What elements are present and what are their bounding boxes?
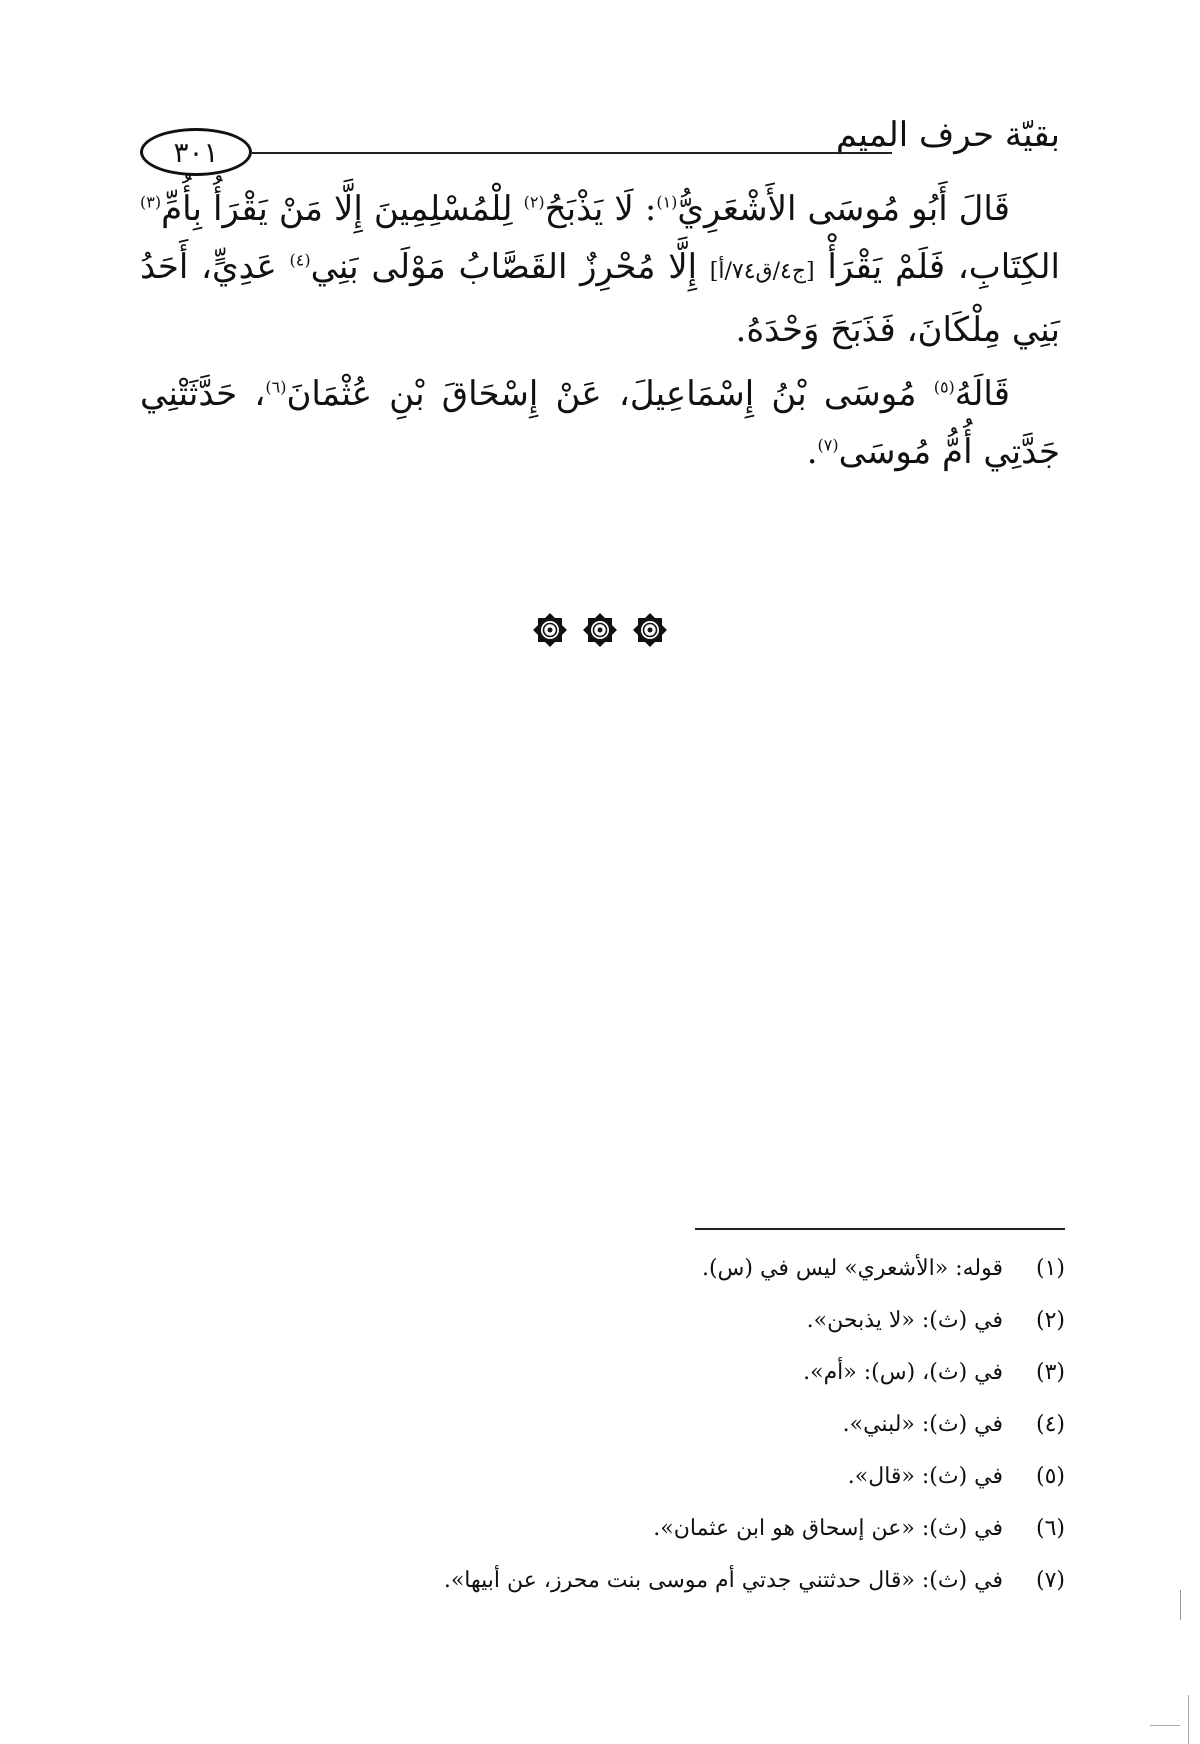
footnote-text: في (ث): «لبني». bbox=[842, 1412, 1003, 1437]
footnote-ref-4[interactable]: (٤) bbox=[289, 250, 311, 270]
footnote-number: (٥) bbox=[1035, 1464, 1065, 1489]
footnotes-list bbox=[185, 1256, 1065, 1620]
footnote-number: (١) bbox=[1035, 1256, 1065, 1281]
text-segment: . bbox=[806, 432, 818, 472]
footnote-number: (٢) bbox=[1035, 1308, 1065, 1333]
header-rule bbox=[252, 152, 892, 154]
footnote-2 bbox=[185, 1308, 1065, 1334]
page-number: ٣٠١ bbox=[173, 135, 219, 169]
scan-edge-mark bbox=[1188, 1695, 1189, 1744]
footnote-7 bbox=[185, 1568, 1065, 1594]
footnote-ref-2[interactable]: (٢) bbox=[523, 192, 545, 212]
running-title: بقيّة حرف الميم bbox=[835, 115, 1060, 155]
footnote-ref-1[interactable]: (١) bbox=[656, 192, 678, 212]
footnote-ref-7[interactable]: (٧) bbox=[817, 435, 839, 455]
text-segment: مُوسَى بْنُ إِسْمَاعِيلَ، عَنْ إِسْحَاقَ بْنِ عُثْمَانَ bbox=[286, 374, 934, 414]
footnote-number: (٧) bbox=[1035, 1568, 1065, 1593]
footnote-text: قوله: «الأشعري» ليس في (س). bbox=[701, 1256, 1003, 1281]
footnote-text: في (ث)، (س): «أم». bbox=[803, 1360, 1003, 1385]
text-segment: قَالَهُ bbox=[954, 374, 1010, 414]
octagram-flower-icon bbox=[530, 610, 570, 650]
footnote-1 bbox=[185, 1256, 1065, 1282]
scan-edge-mark bbox=[1150, 1725, 1180, 1726]
text-segment: عَدِيٍّ، أَحَدُ بَنِي مِلْكَانَ، فَذَبَحَ وَحْدَهُ. bbox=[140, 247, 1060, 350]
text-segment: إِلَّا مُحْرِزٌ القَصَّابُ مَوْلَى بَنِي bbox=[310, 247, 710, 287]
footnote-6 bbox=[185, 1516, 1065, 1542]
footnote-5 bbox=[185, 1464, 1065, 1490]
footnote-ref-5[interactable]: (٥) bbox=[933, 377, 955, 397]
text-segment: لِلْمُسْلِمِينَ إِلَّا مَنْ يَقْرَأُ بِأُمِّ bbox=[161, 189, 524, 229]
manuscript-folio-ref: [ج٤/ق٧٤/أ] bbox=[709, 259, 815, 284]
footnote-text: في (ث): «عن إسحاق هو ابن عثمان». bbox=[653, 1516, 1003, 1541]
footnote-text: في (ث): «قال حدثتني جدتي أم موسى بنت محرز، عن أبيها». bbox=[443, 1568, 1003, 1593]
footnote-number: (٣) bbox=[1035, 1360, 1065, 1385]
text-segment: قَالَ أَبُو مُوسَى الأَشْعَرِيُّ bbox=[677, 189, 1010, 229]
section-divider-ornaments bbox=[0, 610, 1200, 650]
paragraph-2 bbox=[140, 365, 1060, 481]
scan-edge-mark bbox=[1180, 1590, 1181, 1620]
footnote-text: في (ث): «قال». bbox=[847, 1464, 1003, 1489]
footnote-ref-3[interactable]: (٣) bbox=[140, 192, 162, 212]
footnote-separator bbox=[695, 1228, 1065, 1230]
footnote-ref-6[interactable]: (٦) bbox=[265, 377, 287, 397]
page-header bbox=[140, 110, 1060, 172]
footnote-3 bbox=[185, 1360, 1065, 1386]
octagram-flower-icon bbox=[630, 610, 670, 650]
page-number-badge bbox=[140, 128, 252, 176]
main-text bbox=[140, 180, 1060, 481]
text-segment: ، حَدَّثَتْنِي جَدَّتِي أُمُّ مُوسَى bbox=[140, 374, 1060, 472]
text-segment: : لَا يَذْبَحُ bbox=[544, 189, 657, 229]
footnote-number: (٦) bbox=[1035, 1516, 1065, 1541]
octagram-flower-icon bbox=[580, 610, 620, 650]
paragraph-1 bbox=[140, 180, 1060, 359]
footnote-4 bbox=[185, 1412, 1065, 1438]
text-segment: الكِتَابِ، فَلَمْ يَقْرَأْ bbox=[814, 247, 1060, 287]
footnote-number: (٤) bbox=[1035, 1412, 1065, 1437]
footnote-text: في (ث): «لا يذبحن». bbox=[806, 1308, 1003, 1333]
